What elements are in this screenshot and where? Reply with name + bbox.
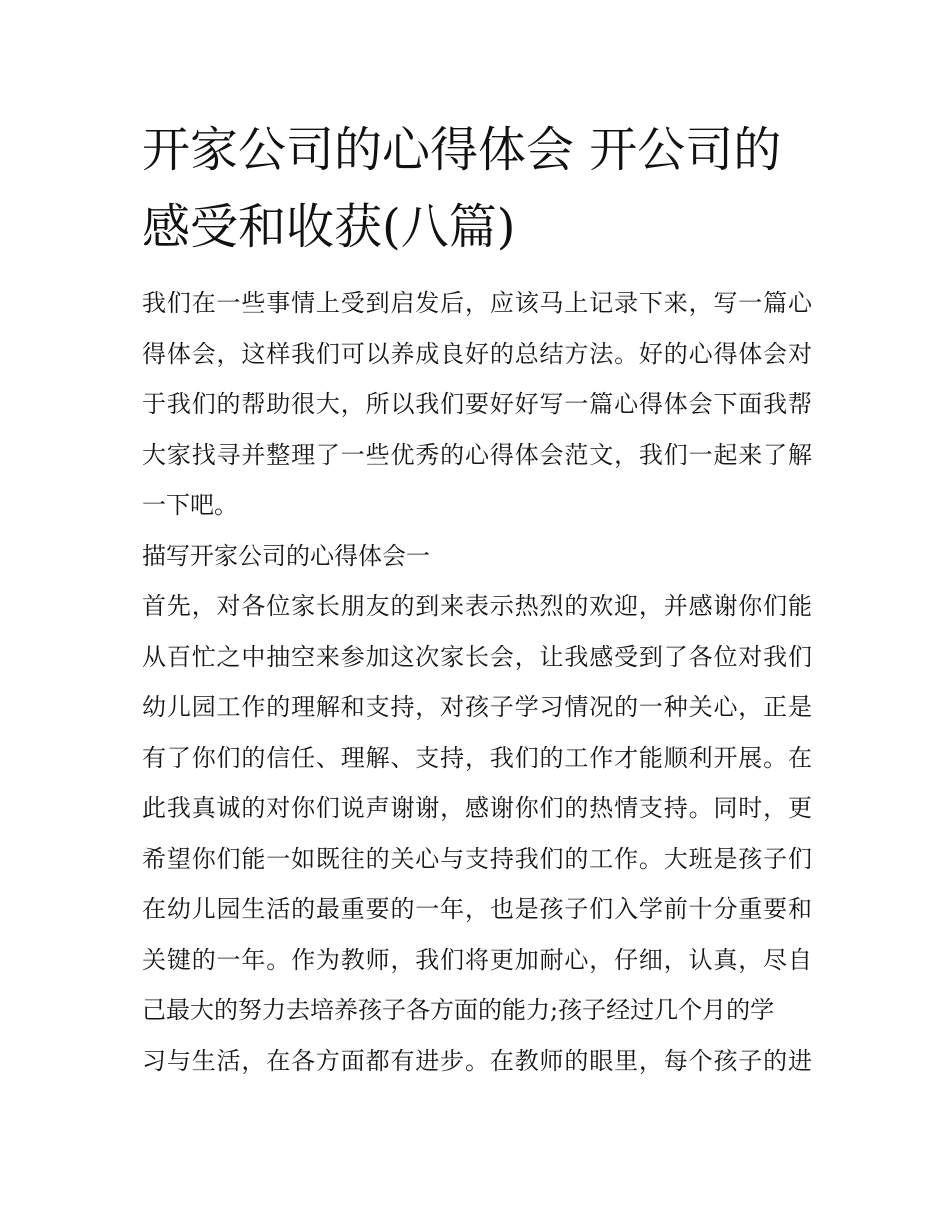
paragraph-line: 幼儿园工作的理解和支持，对孩子学习情况的一种关心，正是: [142, 693, 812, 721]
paragraph-line: 己最大的努力去培养孩子各方面的能力;孩子经过几个月的学: [142, 996, 775, 1024]
section-paragraph: [142, 581, 812, 1086]
paragraph-line: 有了你们的信任、理解、支持，我们的工作才能顺利开展。在: [142, 743, 812, 772]
paragraph-line: 我们在一些事情上受到启发后，应该马上记录下来，写一篇心: [142, 289, 812, 317]
paragraph-line: 此我真诚的对你们说声谢谢，感谢你们的热情支持。同时，更: [142, 794, 812, 822]
paragraph-line: 得体会，这样我们可以养成良好的总结方法。好的心得体会对: [142, 339, 812, 368]
title-line: 感受和收获(八篇): [142, 199, 516, 255]
paragraph-line: 从百忙之中抽空来参加这次家长会，让我感受到了各位对我们: [142, 642, 812, 671]
paragraph-line: 习与生活，在各方面都有进步。在教师的眼里，每个孩子的进: [142, 1046, 812, 1075]
document-title: [142, 112, 812, 266]
paragraph-line: 关键的一年。作为教师，我们将更加耐心，仔细，认真，尽自: [142, 945, 812, 974]
paragraph-line: 一下吧。: [142, 491, 238, 519]
intro-paragraph: [142, 278, 812, 531]
section-heading: 描写开家公司的心得体会一: [142, 541, 430, 570]
paragraph-line: 在幼儿园生活的最重要的一年，也是孩子们入学前十分重要和: [142, 895, 812, 923]
title-line: 开家公司的心得体会 开公司的: [142, 122, 782, 178]
paragraph-line: 于我们的帮助很大，所以我们要好好写一篇心得体会下面我帮: [142, 390, 812, 418]
paragraph-line: 首先，对各位家长朋友的到来表示热烈的欢迎，并感谢你们能: [142, 592, 812, 620]
document-body: [142, 278, 812, 1086]
paragraph-line: 大家找寻并整理了一些优秀的心得体会范文，我们一起来了解: [142, 440, 812, 469]
paragraph-line: 希望你们能一如既往的关心与支持我们的工作。大班是孩子们: [142, 844, 812, 873]
document-content: [142, 112, 812, 1086]
